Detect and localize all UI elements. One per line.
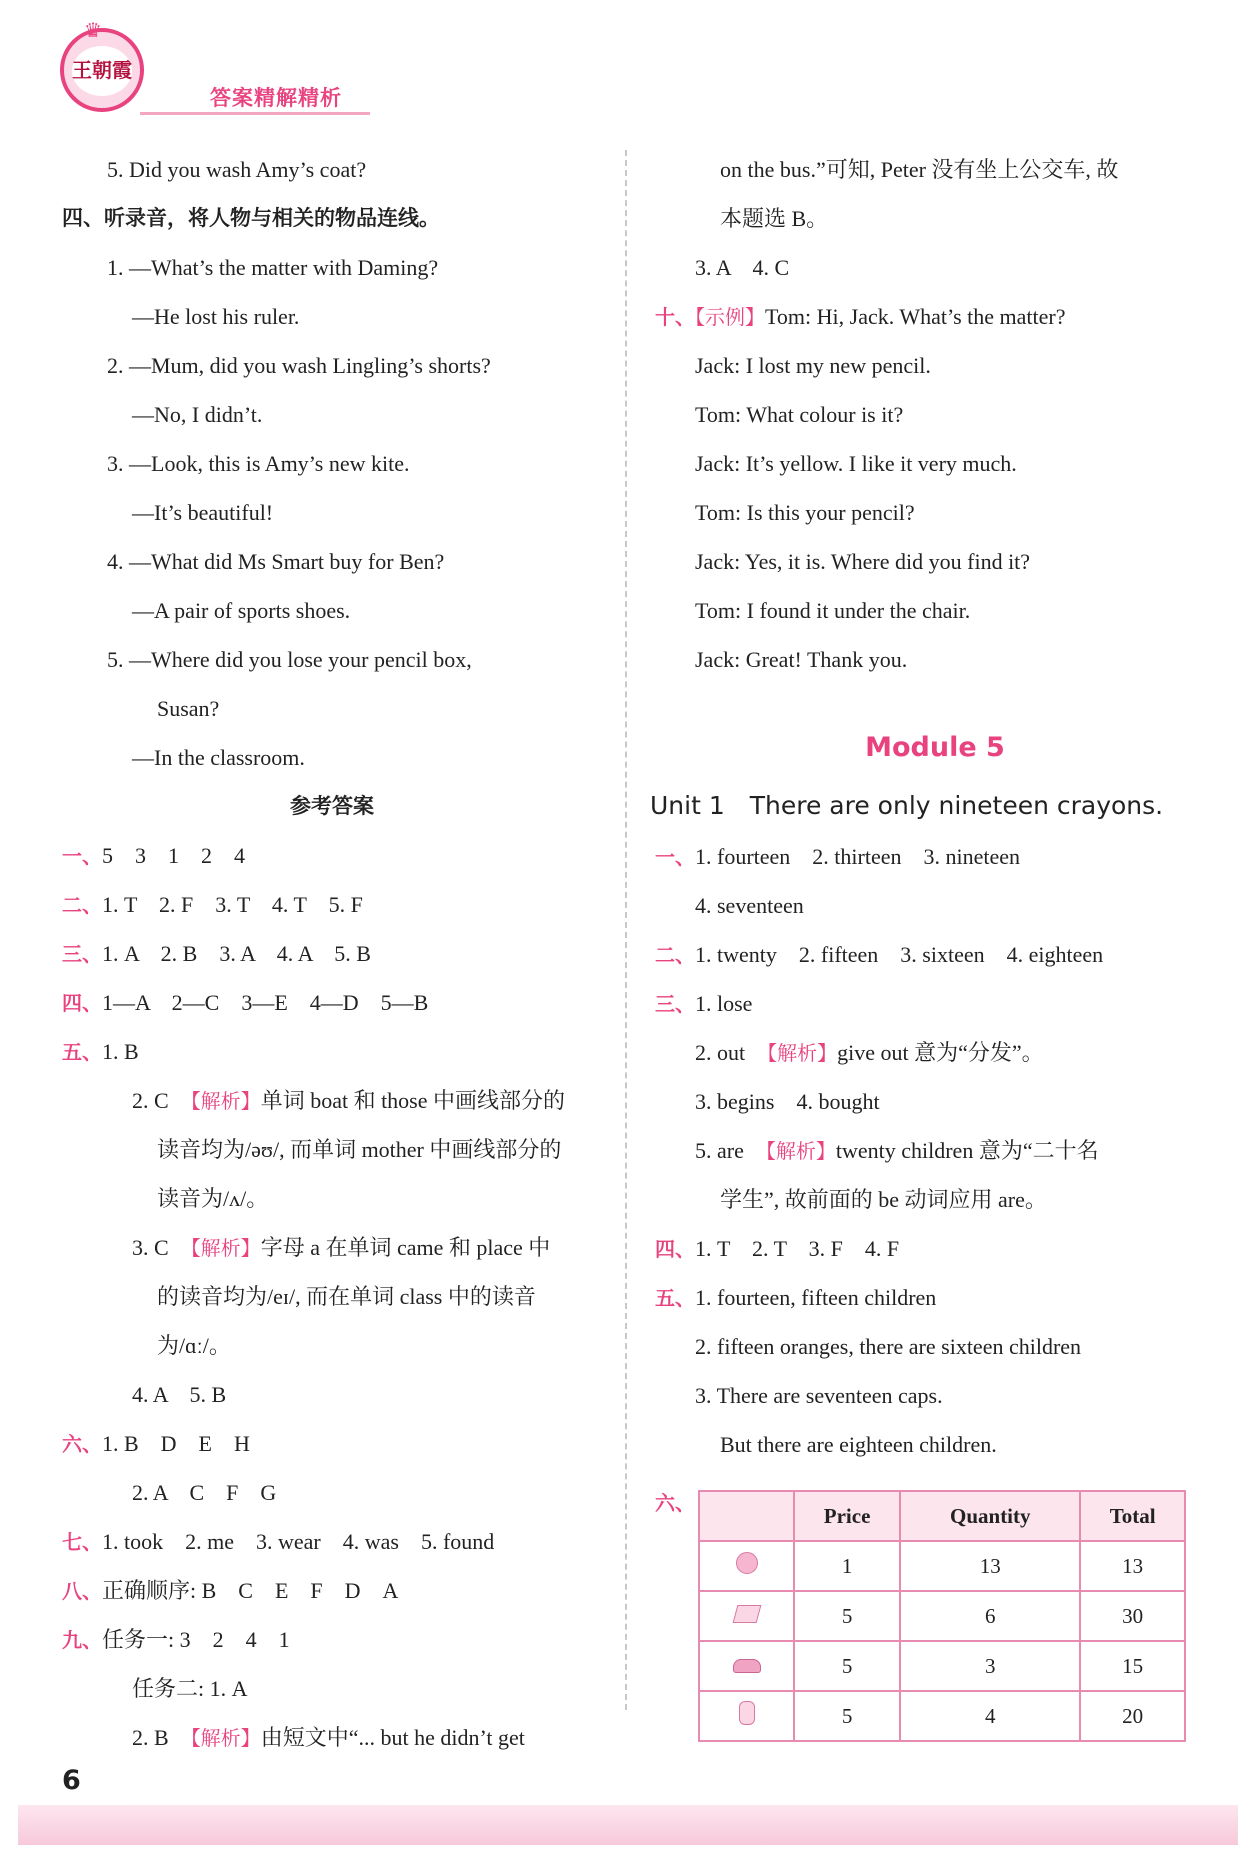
text-line [62, 635, 602, 684]
line-text: 1. fourteen, fifteen children [695, 1285, 937, 1310]
text-line [62, 1468, 602, 1517]
text-line [62, 733, 602, 782]
left-column [62, 145, 602, 1762]
line-text: —In the classroom. [132, 745, 305, 770]
text-line [62, 1713, 602, 1762]
line-text: 为/ɑː/。 [157, 1333, 231, 1358]
text-line [62, 292, 602, 341]
line-text: 4. A 5. B [132, 1382, 227, 1407]
line-text: 5 3 1 2 4 [102, 843, 246, 868]
column-divider [625, 150, 627, 1710]
line-text: 字母 a 在单词 came 和 place 中 [260, 1235, 551, 1260]
line-text: Jack: Great! Thank you. [695, 647, 908, 672]
text-line [655, 390, 1215, 439]
line-text: Tom: What colour is it? [695, 402, 904, 427]
text-line [655, 832, 1215, 881]
line-text: 的读音均为/eɪ/, 而在单词 class 中的读音 [157, 1284, 536, 1309]
line-text: 1. T 2. F 3. T 4. T 5. F [102, 892, 363, 917]
question-number: 八、 [62, 1579, 102, 1603]
analysis-tag: 【解析】 [765, 1139, 836, 1163]
line-text: —It’s beautiful! [132, 500, 274, 525]
line-text: 1. A 2. B 3. A 4. A 5. B [102, 941, 371, 966]
price-cell: 5 [794, 1641, 900, 1691]
text-line [655, 1420, 1215, 1469]
text-line [655, 979, 1215, 1028]
page-number: 6 [62, 1765, 81, 1796]
line-text: 1. fourteen 2. thirteen 3. nineteen [695, 844, 1021, 869]
question-number: 九、 [62, 1628, 102, 1652]
module-title: Module 5 [865, 732, 1005, 763]
line-text: But there are eighteen children. [720, 1432, 997, 1457]
shoe-icon [733, 1659, 761, 1673]
line-text: 正确顺序: B C E F D A [102, 1578, 399, 1603]
text-line [62, 586, 602, 635]
text-line [62, 1517, 602, 1566]
right-column-part1 [655, 145, 1215, 684]
item-picture-cell [699, 1691, 794, 1741]
question-number: 六、 [62, 1432, 102, 1456]
text-line [655, 1028, 1215, 1077]
page-header [0, 0, 1250, 125]
line-text: 1. T 2. T 3. F 4. F [695, 1236, 900, 1261]
line-text: 3. A 4. C [695, 255, 790, 280]
text-line [655, 194, 1215, 243]
price-cell: 5 [794, 1591, 900, 1641]
header-quantity: Quantity [900, 1491, 1080, 1541]
line-text: 单词 boat 和 those 中画线部分的 [260, 1088, 566, 1113]
analysis-tag: 【示例】 [695, 305, 765, 329]
answer-prefix: 2. B [132, 1725, 191, 1750]
quantity-cell: 4 [900, 1691, 1080, 1741]
text-line [62, 1076, 602, 1125]
line-text: 5. —Where did you lose your pencil box, [107, 647, 472, 672]
line-text: 读音均为/əʊ/, 而单词 mother 中画线部分的 [157, 1137, 562, 1162]
quantity-cell: 6 [900, 1591, 1080, 1641]
line-text: 由短文中“... but he didn’t get [260, 1725, 525, 1750]
line-text: 2. fifteen oranges, there are sixteen children [695, 1334, 1082, 1359]
line-text: 1. twenty 2. fifteen 3. sixteen 4. eighteen [695, 942, 1104, 967]
price-cell: 5 [794, 1691, 900, 1741]
text-line [62, 439, 602, 488]
total-cell: 30 [1080, 1591, 1185, 1641]
table-question-number: 六、 [655, 1491, 695, 1515]
text-line [62, 1370, 602, 1419]
item-picture-cell [699, 1591, 794, 1641]
line-text: Jack: I lost my new pencil. [695, 353, 931, 378]
line-text: 3. begins 4. bought [695, 1089, 880, 1114]
text-line [62, 341, 602, 390]
text-line [62, 1321, 602, 1370]
line-text: 4. seventeen [695, 893, 804, 918]
text-line [655, 439, 1215, 488]
text-line [655, 488, 1215, 537]
text-line [655, 1224, 1215, 1273]
line-text: 参考答案 [290, 794, 374, 818]
text-line [62, 880, 602, 929]
line-text: 2. A C F G [132, 1480, 277, 1505]
text-line [655, 1126, 1215, 1175]
question-number: 十、 [655, 305, 695, 329]
answer-prefix: 2. C [132, 1088, 191, 1113]
question-number: 四、 [655, 1237, 695, 1261]
text-line [655, 243, 1215, 292]
text-line [62, 1272, 602, 1321]
answer-prefix: 5. are [695, 1138, 766, 1163]
total-cell: 13 [1080, 1541, 1185, 1591]
footer-band [18, 1805, 1238, 1845]
line-text: —A pair of sports shoes. [132, 598, 351, 623]
line-text: 任务二: 1. A [132, 1676, 248, 1701]
line-text: 5. Did you wash Amy’s coat? [107, 157, 367, 182]
table-row [699, 1541, 1185, 1591]
line-text: 3. There are seventeen caps. [695, 1383, 943, 1408]
text-line [62, 1174, 602, 1223]
total-cell: 15 [1080, 1641, 1185, 1691]
toy-icon [739, 1701, 755, 1725]
right-column [650, 145, 1215, 1469]
line-text: 四、听录音，将人物与相关的物品连线。 [62, 206, 440, 230]
text-line [62, 1223, 602, 1272]
line-text: Tom: Hi, Jack. What’s the matter? [765, 304, 1066, 329]
question-number: 五、 [62, 1040, 102, 1064]
right-column-part2 [655, 832, 1215, 1469]
line-text: 1. lose [695, 991, 753, 1016]
question-number: 二、 [62, 893, 102, 917]
line-text: on the bus.”可知, Peter 没有坐上公交车, 故 [720, 157, 1119, 182]
analysis-tag: 【解析】 [767, 1041, 838, 1065]
question-number: 三、 [62, 942, 102, 966]
line-text: 本题选 B。 [720, 206, 829, 231]
header-underline [140, 112, 370, 115]
text-line [62, 390, 602, 439]
answer-prefix: 3. C [132, 1235, 191, 1260]
text-line [62, 537, 602, 586]
line-text: 1. B D E H [102, 1431, 250, 1456]
question-number: 四、 [62, 991, 102, 1015]
header-price: Price [794, 1491, 900, 1541]
table-row [699, 1641, 1185, 1691]
quantity-cell: 13 [900, 1541, 1080, 1591]
cake-icon [732, 1605, 761, 1623]
total-cell: 20 [1080, 1691, 1185, 1741]
line-text: 学生”, 故前面的 be 动词应用 are。 [720, 1187, 1047, 1212]
analysis-tag: 【解析】 [190, 1726, 261, 1750]
text-line [655, 635, 1215, 684]
text-line [655, 1322, 1215, 1371]
text-line [62, 929, 602, 978]
price-cell: 1 [794, 1541, 900, 1591]
crown-icon: ♛ [84, 20, 102, 42]
line-text: 1. B [102, 1039, 139, 1064]
price-table [698, 1490, 1186, 1742]
text-line [62, 782, 602, 831]
line-text: 2. —Mum, did you wash Lingling’s shorts? [107, 353, 491, 378]
text-line [655, 292, 1215, 341]
line-text: give out 意为“分发”。 [837, 1040, 1044, 1065]
text-line [62, 831, 602, 880]
table-corner-cell [699, 1491, 794, 1541]
text-line [62, 978, 602, 1027]
item-picture-cell [699, 1641, 794, 1691]
text-line [62, 243, 602, 292]
text-line [655, 930, 1215, 979]
line-text: 1. took 2. me 3. wear 4. was 5. found [102, 1529, 495, 1554]
line-text: Tom: I found it under the chair. [695, 598, 971, 623]
question-number: 三、 [655, 992, 695, 1016]
line-text: 读音为/ʌ/。 [157, 1186, 269, 1211]
line-text: 4. —What did Ms Smart buy for Ben? [107, 549, 445, 574]
question-number: 五、 [655, 1286, 695, 1310]
text-line [62, 1566, 602, 1615]
text-line [62, 1027, 602, 1076]
text-line [655, 341, 1215, 390]
text-line [62, 1125, 602, 1174]
table-row [699, 1591, 1185, 1641]
text-line [62, 194, 602, 243]
question-number: 二、 [655, 943, 695, 967]
quantity-cell: 3 [900, 1641, 1080, 1691]
line-text: 1—A 2—C 3—E 4—D 5—B [102, 990, 429, 1015]
line-text: 任务一: 3 2 4 1 [102, 1627, 290, 1652]
line-text: Susan? [157, 696, 220, 721]
header-total: Total [1080, 1491, 1185, 1541]
question-number: 七、 [62, 1530, 102, 1554]
brand-logo [60, 20, 144, 112]
table-row [699, 1691, 1185, 1741]
question-number: 一、 [655, 845, 695, 869]
text-line [62, 1419, 602, 1468]
logo-text: 王朝霞 [72, 46, 132, 96]
text-line [655, 1371, 1215, 1420]
line-text: twenty children 意为“二十名 [835, 1138, 1099, 1163]
text-line [62, 488, 602, 537]
analysis-tag: 【解析】 [190, 1236, 261, 1260]
header-title: 答案精解精析 [210, 86, 342, 110]
unit-title: Unit 1 There are only nineteen crayons. [650, 791, 1164, 820]
line-text: Jack: It’s yellow. I like it very much. [695, 451, 1017, 476]
line-text: Jack: Yes, it is. Where did you find it? [695, 549, 1031, 574]
text-line [62, 1615, 602, 1664]
line-text: —He lost his ruler. [132, 304, 300, 329]
text-line [655, 881, 1215, 930]
answer-prefix: 2. out [695, 1040, 768, 1065]
line-text: 1. —What’s the matter with Daming? [107, 255, 439, 280]
line-text: Tom: Is this your pencil? [695, 500, 915, 525]
text-line [655, 1273, 1215, 1322]
text-line [62, 1664, 602, 1713]
question-number: 一、 [62, 844, 102, 868]
item-picture-cell [699, 1541, 794, 1591]
text-line [655, 586, 1215, 635]
analysis-tag: 【解析】 [190, 1089, 261, 1113]
text-line [655, 537, 1215, 586]
table-header-row [699, 1491, 1185, 1541]
text-line [62, 145, 602, 194]
text-line [62, 684, 602, 733]
line-text: —No, I didn’t. [132, 402, 263, 427]
text-line [655, 1077, 1215, 1126]
fruit-icon [736, 1552, 758, 1574]
text-line [655, 1175, 1215, 1224]
text-line [655, 145, 1215, 194]
line-text: 3. —Look, this is Amy’s new kite. [107, 451, 410, 476]
